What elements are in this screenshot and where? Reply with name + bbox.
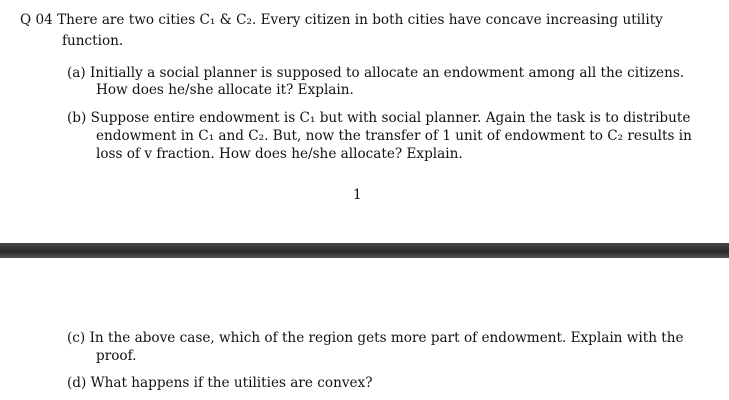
page-number: 1	[353, 187, 362, 203]
question-intro-line1: There are two cities C₁ & C₂. Every citizen in both cities have concave increasing utility	[57, 12, 663, 28]
part-d-text-line1: What happens if the utilities are convex?	[90, 375, 373, 391]
question-number: Q 04	[20, 12, 53, 28]
part-a-line1	[67, 65, 684, 82]
part-a-line2: How does he/she allocate it? Explain.	[96, 82, 354, 98]
part-c-line2: proof.	[96, 348, 137, 364]
part-d-label: (d)	[67, 375, 87, 391]
question-intro-line2: function.	[62, 33, 124, 49]
part-a-label: (a)	[67, 65, 86, 81]
part-b-label: (b)	[67, 110, 87, 126]
part-c-text-line1: In the above case, which of the region gets more part of endowment. Explain with the	[89, 330, 684, 346]
part-b-text-line1: Suppose entire endowment is C₁ but with social planner. Again the task is to distribute	[90, 110, 691, 126]
part-b-line1	[67, 110, 690, 127]
part-c-line1	[67, 330, 684, 347]
part-b-line3: loss of v fraction. How does he/she allocate? Explain.	[96, 146, 463, 162]
part-b-line2: endowment in C₁ and C₂. But, now the transfer of 1 unit of endowment to C₂ results in	[96, 128, 692, 144]
part-c-label: (c)	[67, 330, 86, 346]
question-heading	[20, 12, 663, 29]
part-a-text-line1: Initially a social planner is supposed to allocate an endowment among all the citizens.	[90, 65, 685, 81]
page-separator	[0, 243, 729, 258]
part-d-line1	[67, 375, 373, 392]
